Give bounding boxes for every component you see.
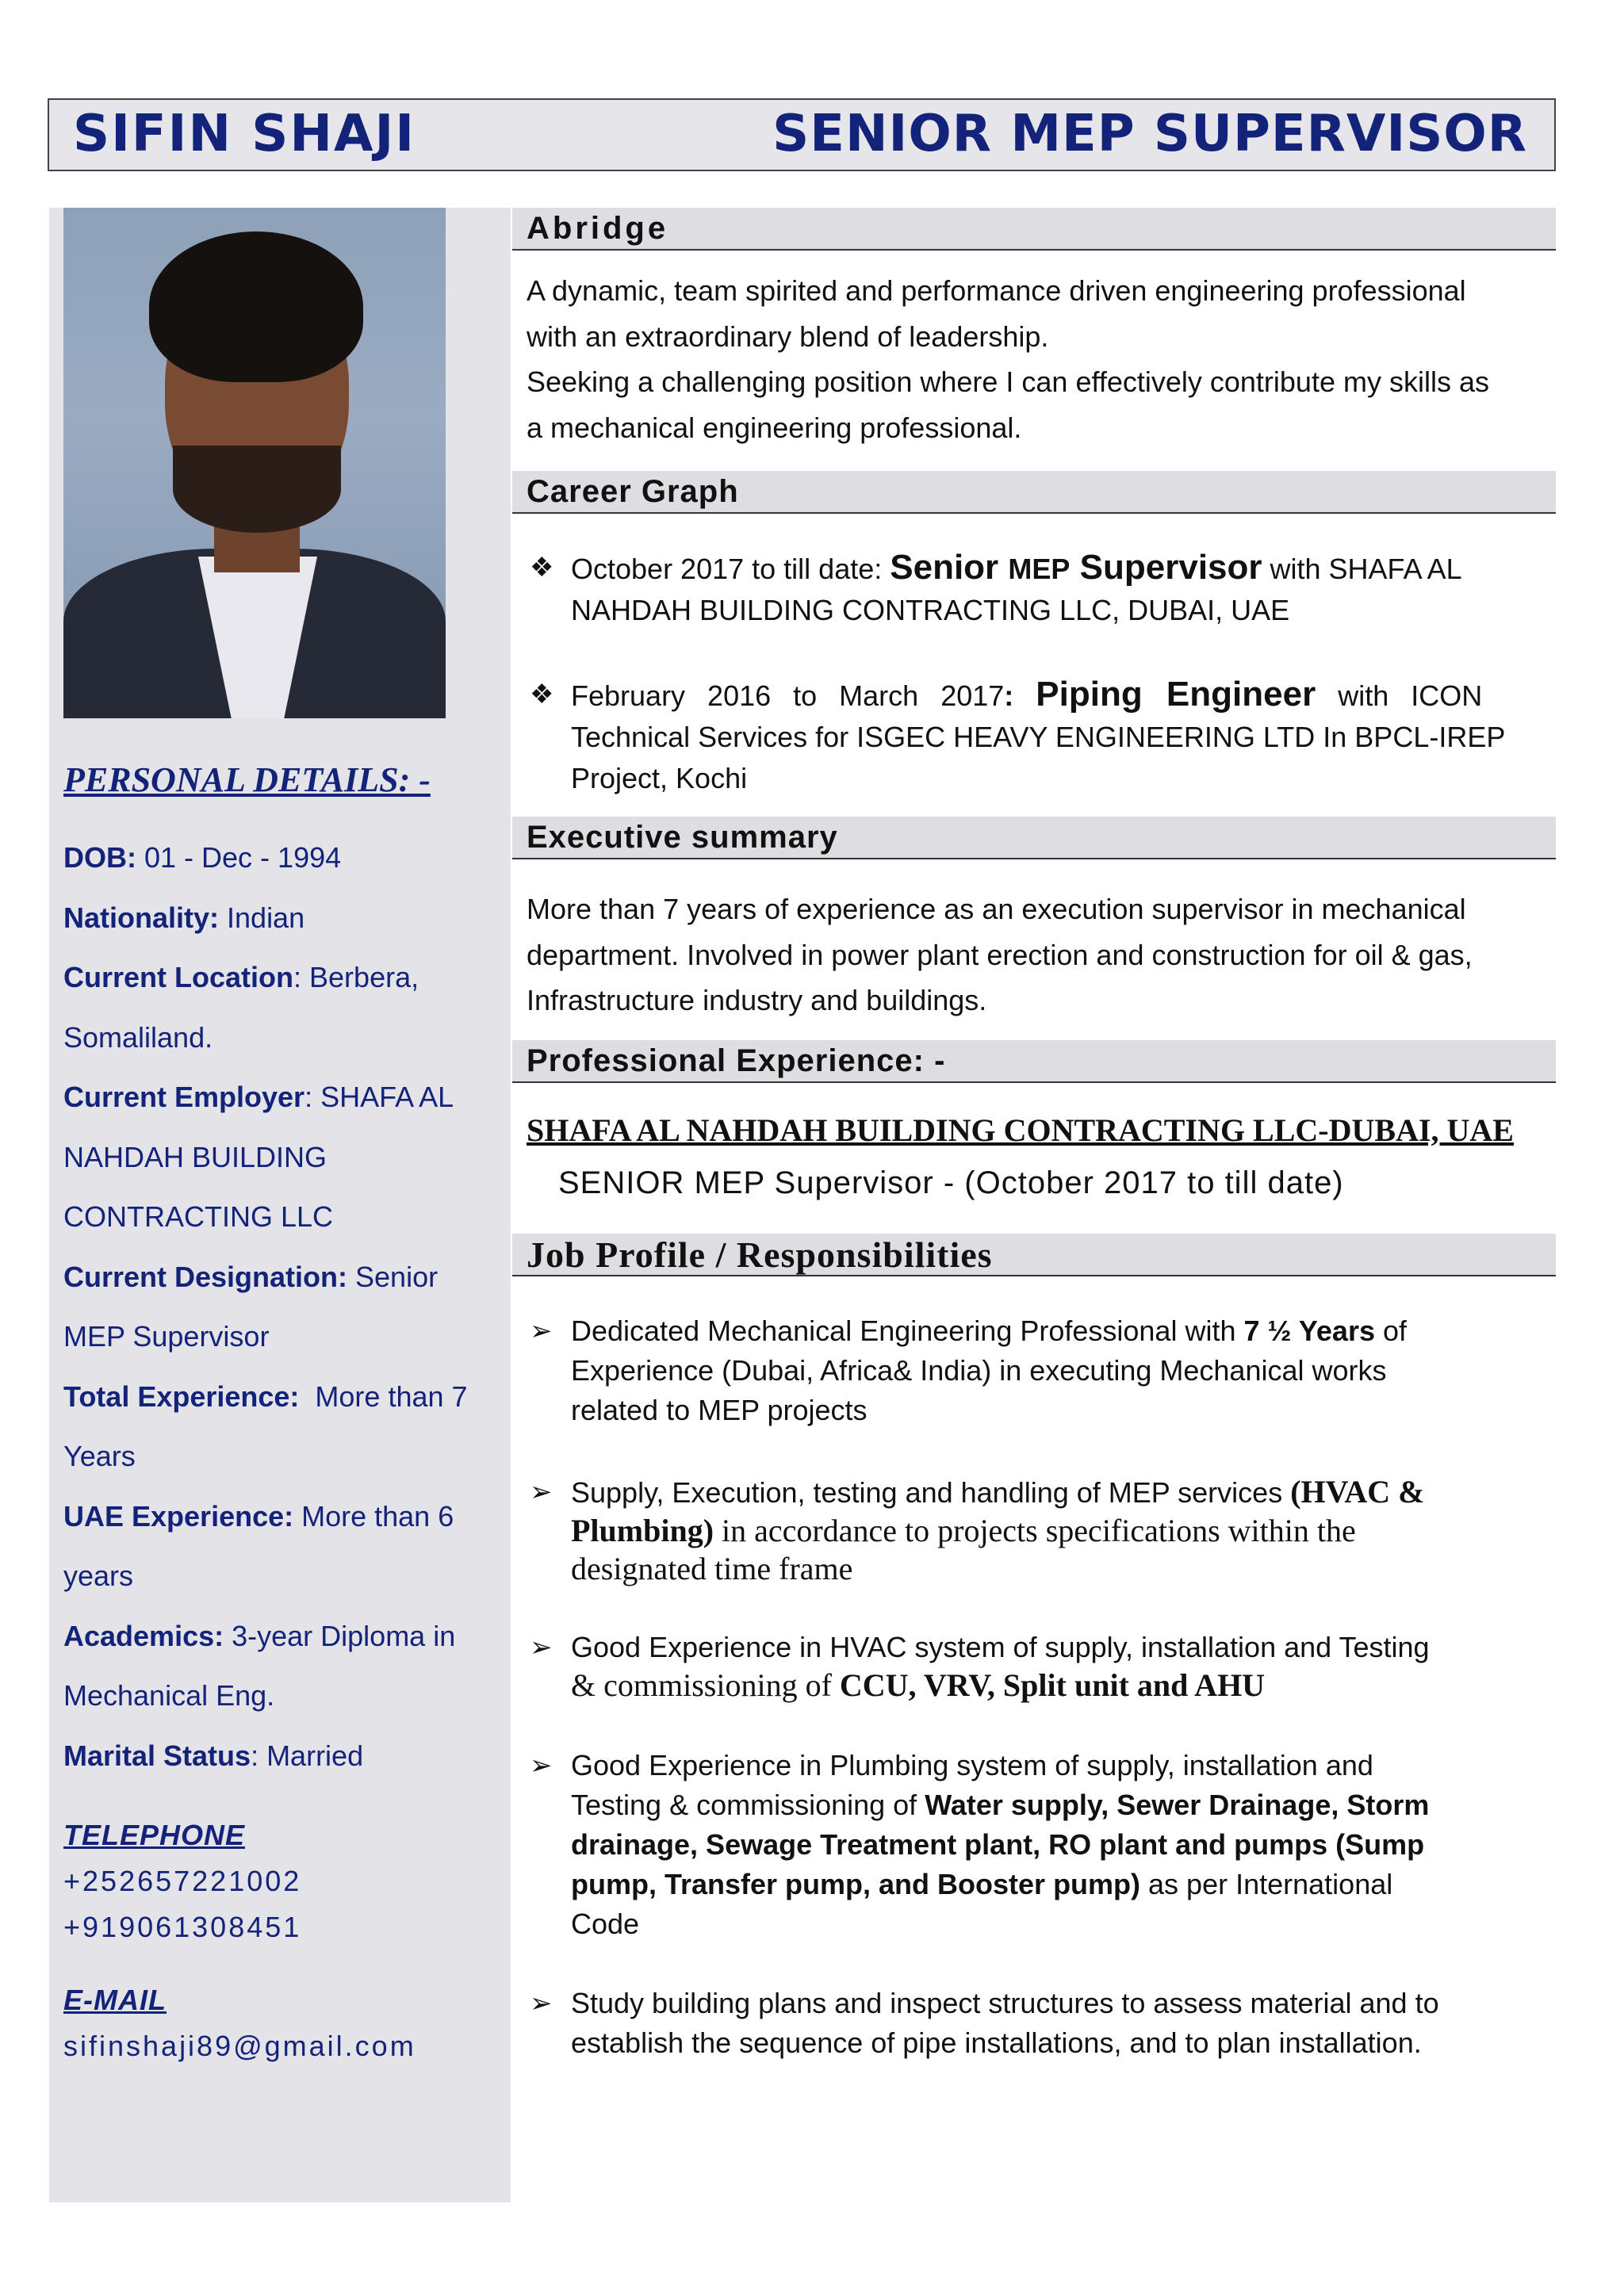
job-text: Testing & commissioning of <box>571 1789 925 1821</box>
career-role: Supervisor <box>1070 548 1262 587</box>
job-text: establish the sequence of pipe installations, and to plan installation. <box>571 2026 1422 2059</box>
job-text: of <box>1374 1314 1408 1347</box>
experience-value-2: Years <box>63 1440 136 1472</box>
career-item <box>530 547 1540 631</box>
career-role: Piping Engineer <box>1036 675 1316 714</box>
resume-header <box>48 98 1556 171</box>
job-text: Good Experience in HVAC system of supply, installation and Testing <box>571 1631 1430 1663</box>
location-label: Current Location <box>63 961 294 993</box>
job-profile-heading: Job Profile / Responsibilities <box>527 1234 993 1275</box>
job-text: drainage, Sewage Treatment plant, RO plant and pumps (Sump <box>571 1828 1425 1861</box>
email-block <box>63 1977 416 2069</box>
career-role: Senior <box>890 548 1009 587</box>
abridge-heading: Abridge <box>527 211 669 246</box>
abridge-line: Seeking a challenging position where I can effectively contribute my skills as <box>527 365 1489 398</box>
career-heading-bar <box>512 471 1556 514</box>
dob-label: DOB: <box>63 841 136 874</box>
career-heading: Career Graph <box>527 474 739 509</box>
dob-value: 01 - Dec - 1994 <box>136 841 342 874</box>
profile-photo <box>63 208 446 718</box>
academics-value-2: Mechanical Eng. <box>63 1679 275 1712</box>
summary-heading-bar <box>512 817 1556 859</box>
summary-line: More than 7 years of experience as an execution supervisor in mechanical <box>527 893 1466 925</box>
nationality-label: Nationality: <box>63 901 220 934</box>
job-item <box>530 1311 1540 1430</box>
diamond-bullet-icon: ❖ <box>530 553 554 583</box>
career-role: MEP <box>1008 553 1071 585</box>
job-text: Water supply, Sewer Drainage, Storm <box>925 1789 1430 1821</box>
job-text: Study building plans and inspect structures to assess material and to <box>571 1987 1439 2019</box>
experience-heading: Professional Experience: - <box>527 1043 946 1078</box>
abridge-line: with an extraordinary blend of leadership. <box>527 320 1049 353</box>
summary-heading: Executive summary <box>527 820 838 855</box>
location-value: : Berbera, <box>293 961 419 993</box>
job-text: in accordance to projects specifications within the <box>714 1513 1356 1548</box>
candidate-title: SENIOR MEP SUPERVISOR <box>772 105 1527 163</box>
career-employer: with ICON <box>1316 679 1483 712</box>
arrow-bullet-icon: ➢ <box>530 1316 553 1346</box>
career-colon: : <box>1004 679 1036 712</box>
job-text: pump, Transfer pump, and Booster pump) <box>571 1868 1141 1900</box>
career-date: February 2016 to March 2017 <box>571 679 1005 712</box>
experience-label: Total Experience: <box>63 1380 300 1413</box>
career-item <box>530 674 1540 799</box>
marital-value: : Married <box>251 1739 364 1772</box>
arrow-bullet-icon: ➢ <box>530 1751 553 1781</box>
academics-label: Academics: <box>63 1619 224 1652</box>
role-title: SENIOR MEP Supervisor - (October 2017 to till date) <box>558 1165 1344 1200</box>
job-item <box>530 1628 1540 1705</box>
experience-value: More than 7 <box>299 1380 468 1413</box>
career-employer: with SHAFA AL <box>1262 553 1462 585</box>
employer-value-2: NAHDAH BUILDING <box>63 1140 327 1173</box>
job-text: as per International <box>1140 1868 1393 1900</box>
employer-label: Current Employer <box>63 1081 305 1113</box>
personal-details <box>63 828 492 1785</box>
phone-number[interactable]: +252657221002 <box>63 1865 302 1897</box>
summary-text <box>527 886 1540 1024</box>
phone-number[interactable]: +919061308451 <box>63 1911 302 1943</box>
designation-label: Current Designation: <box>63 1260 348 1293</box>
company-name: SHAFA AL NAHDAH BUILDING CONTRACTING LLC-DUBAI, UAE <box>527 1112 1514 1148</box>
arrow-bullet-icon: ➢ <box>530 1632 553 1663</box>
marital-label: Marital Status <box>63 1739 251 1772</box>
job-profile-heading-bar <box>512 1234 1556 1276</box>
academics-value: 3-year Diploma in <box>224 1619 456 1652</box>
abridge-line: A dynamic, team spirited and performance driven engineering professional <box>527 274 1466 307</box>
email-address[interactable]: sifinshaji89@gmail.com <box>63 2030 416 2062</box>
job-text: Code <box>571 1908 640 1940</box>
employer-value-3: CONTRACTING LLC <box>63 1200 334 1233</box>
abridge-line: a mechanical engineering professional. <box>527 411 1022 444</box>
abridge-heading-bar <box>512 208 1556 251</box>
experience-heading-bar <box>512 1040 1556 1083</box>
abridge-text <box>527 268 1540 450</box>
diamond-bullet-icon: ❖ <box>530 679 554 710</box>
candidate-name: SIFIN SHAJI <box>73 105 416 163</box>
employer-value: : SHAFA AL <box>304 1081 454 1113</box>
telephone-block <box>63 1812 301 1950</box>
nationality-value: Indian <box>219 901 305 934</box>
career-employer: Technical Services for ISGEC HEAVY ENGINEERING LTD In BPCL-IREP <box>571 721 1506 753</box>
job-item <box>530 1746 1540 1944</box>
job-text: Experience (Dubai, Africa& India) in executing Mechanical works <box>571 1354 1387 1387</box>
arrow-bullet-icon: ➢ <box>530 1477 553 1507</box>
job-item <box>530 1984 1540 2063</box>
job-text: (HVAC & <box>1290 1474 1425 1510</box>
career-employer: Project, Kochi <box>571 762 748 794</box>
career-date: October 2017 to till date: <box>571 553 891 585</box>
designation-value: Senior <box>347 1260 439 1293</box>
job-text: Dedicated Mechanical Engineering Professional with <box>571 1314 1244 1347</box>
job-text: & commissioning of <box>571 1667 840 1703</box>
email-heading: E-MAIL <box>63 1984 167 2016</box>
telephone-heading: TELEPHONE <box>63 1819 246 1851</box>
summary-line: Infrastructure industry and buildings. <box>527 984 987 1016</box>
uae-experience-value: More than 6 <box>293 1499 454 1533</box>
job-item <box>530 1473 1540 1588</box>
uae-experience-value-2: years <box>63 1559 134 1592</box>
arrow-bullet-icon: ➢ <box>530 1988 553 2019</box>
location-value-2: Somaliland. <box>63 1020 213 1054</box>
personal-details-heading: PERSONAL DETAILS: - <box>63 760 431 799</box>
job-text: Supply, Execution, testing and handling of MEP services <box>571 1476 1291 1509</box>
job-text: related to MEP projects <box>571 1394 868 1426</box>
job-text: Plumbing) <box>571 1513 714 1548</box>
career-employer: NAHDAH BUILDING CONTRACTING LLC, DUBAI, UAE <box>571 594 1290 626</box>
job-text: designated time frame <box>571 1551 853 1586</box>
job-text: 7 ½ Years <box>1243 1314 1375 1347</box>
summary-line: department. Involved in power plant erection and construction for oil & gas, <box>527 938 1473 971</box>
designation-value-2: MEP Supervisor <box>63 1320 270 1353</box>
job-text: Good Experience in Plumbing system of supply, installation and <box>571 1749 1373 1781</box>
uae-experience-label: UAE Experience: <box>63 1499 294 1533</box>
job-text: CCU, VRV, Split unit and AHU <box>839 1667 1266 1703</box>
